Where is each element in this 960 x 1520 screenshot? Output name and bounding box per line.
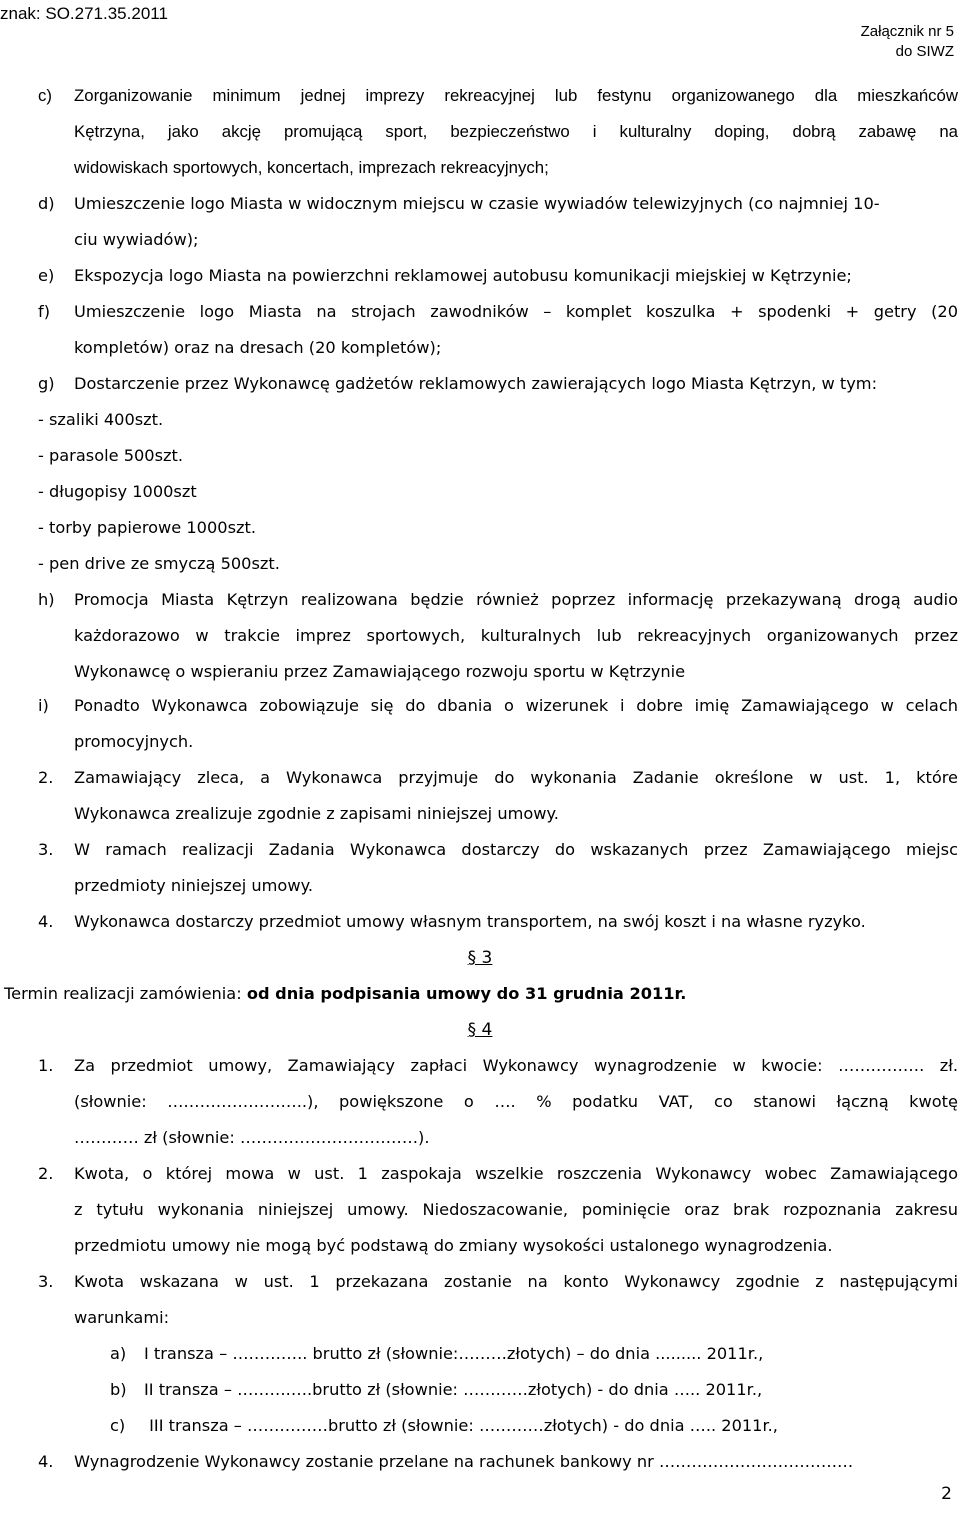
item-marker: e): [38, 266, 55, 285]
text-line: Umieszczenie logo Miasta w widocznym miejscu w czasie wywiadów telewizyjnych (co najmniej 10-: [74, 194, 880, 213]
text-line: Wykonawca zrealizuje zgodnie z zapisami niniejszej umowy.: [74, 804, 559, 823]
attachment-label: [861, 22, 954, 62]
text-line: Kwota, o której mowa w ust. 1 zaspokaja wszelkie roszczenia Wykonawcy wobec Zamawiającego: [74, 1164, 958, 1183]
item-marker: 2.: [38, 768, 54, 787]
text-line: każdorazowo w trakcie imprez sportowych, kulturalnych lub rekreacyjnych organizowanych przez: [74, 626, 958, 645]
section-heading-3: § 3: [467, 948, 493, 968]
text-line: Wykonawca dostarczy przedmiot umowy własnym transportem, na swój koszt i na własne ryzyko.: [74, 912, 866, 931]
text-line: ciu wywiadów);: [74, 230, 199, 249]
text-line: W ramach realizacji Zadania Wykonawca dostarczy do wskazanych przez Zamawiającego miejsc: [74, 840, 958, 859]
text-line: warunkami:: [74, 1308, 170, 1327]
text-line: Wykonawcę o wspieraniu przez Zamawiającego rozwoju sportu w Kętrzynie: [74, 662, 686, 681]
section-heading-4: § 4: [467, 1020, 493, 1040]
text-line: Ekspozycja logo Miasta na powierzchni reklamowej autobusu komunikacji miejskiej w Kętrzynie;: [74, 266, 852, 285]
gadget-item: - pen drive ze smyczą 500szt.: [38, 554, 280, 573]
tranche-text: I transza – ………….. brutto zł (słownie:………złotych) – do dnia ......... 2011r.,: [144, 1344, 764, 1363]
item-marker: 3.: [38, 840, 54, 859]
item-marker: i): [38, 696, 49, 715]
gadget-item: - parasole 500szt.: [38, 446, 184, 465]
text-line: Zorganizowanie minimum jednej imprezy rekreacyjnej lub festynu organizowanego dla mieszkańców: [74, 86, 958, 105]
tranche-c: [110, 1408, 778, 1444]
text-line: z tytułu wykonania niniejszej umowy. Niedoszacowanie, pominięcie oraz brak rozpoznania zakresu: [74, 1200, 958, 1219]
tranche-text: II transza – ……….….brutto zł (słownie: …………złotych) - do dnia ….. 2011r.,: [144, 1380, 763, 1399]
item-marker: 2.: [38, 1164, 54, 1183]
text-line: kompletów) oraz na dresach (20 kompletów);: [74, 338, 442, 357]
tranche-marker: c): [110, 1416, 126, 1435]
gadget-item: - szaliki 400szt.: [38, 410, 164, 429]
item-marker: 4.: [38, 1452, 54, 1471]
text-line: ………… zł (słownie: ……………………………).: [74, 1128, 430, 1147]
completion-term: [4, 976, 686, 1012]
item-marker: h): [38, 590, 55, 609]
completion-term-value: od dnia podpisania umowy do 31 grudnia 2011r.: [246, 984, 687, 1003]
tranche-a: [110, 1336, 763, 1372]
item-marker: 3.: [38, 1272, 54, 1291]
tranche-marker: a): [110, 1344, 127, 1363]
attachment-label-line2: do SIWZ: [895, 43, 954, 60]
tranche-b: [110, 1372, 762, 1408]
page-number: 2: [941, 1484, 952, 1504]
text-line: Kwota wskazana w ust. 1 przekazana zostanie na konto Wykonawcy zgodnie z następującymi: [74, 1272, 958, 1291]
completion-term-label: Termin realizacji zamówienia:: [4, 984, 247, 1003]
gadget-item: - długopisy 1000szt: [38, 482, 197, 501]
text-line: Wynagrodzenie Wykonawcy zostanie przelane na rachunek bankowy nr ………………………………: [74, 1452, 854, 1471]
text-line: przedmioty niniejszej umowy.: [74, 876, 313, 895]
text-line: Za przedmiot umowy, Zamawiający zapłaci Wykonawcy wynagrodzenie w kwocie: ……………. zł.: [74, 1056, 958, 1075]
text-line: Promocja Miasta Kętrzyn realizowana będzie również poprzez informację przekazywaną drogą audio: [74, 590, 958, 609]
text-line: (słownie: ……………………..), powiększone o …. % podatku VAT, co stanowi łączną kwotę: [74, 1092, 958, 1111]
attachment-label-line1: Załącznik nr 5: [860, 23, 954, 40]
text-line: Dostarczenie przez Wykonawcę gadżetów reklamowych zawierających logo Miasta Kętrzyn, w tym:: [74, 374, 878, 393]
item-marker: c): [38, 86, 52, 105]
text-line: widowiskach sportowych, koncertach, imprezach rekreacyjnych;: [74, 158, 549, 177]
text-line: przedmiotu umowy nie mogą być podstawą do zmiany wysokości ustalonego wynagrodzenia.: [74, 1236, 833, 1255]
text-line: Ponadto Wykonawca zobowiązuje się do dbania o wizerunek i dobre imię Zamawiającego w celach: [74, 696, 958, 715]
text-line: promocyjnych.: [74, 732, 194, 751]
tranche-marker: b): [110, 1380, 127, 1399]
text-line: Zamawiający zleca, a Wykonawca przyjmuje do wykonania Zadanie określone w ust. 1, które: [74, 768, 958, 787]
item-marker: g): [38, 374, 55, 393]
text-line: Kętrzyna, jako akcję promującą sport, bezpieczeństwo i kulturalny doping, dobrą zabawę na: [74, 122, 958, 141]
item-marker: 1.: [38, 1056, 54, 1075]
gadget-item: - torby papierowe 1000szt.: [38, 518, 256, 537]
item-marker: d): [38, 194, 55, 213]
text-line: Umieszczenie logo Miasta na strojach zawodników – komplet koszulka + spodenki + getry (20: [74, 302, 958, 321]
document-reference: znak: SO.271.35.2011: [0, 4, 168, 23]
tranche-text: III transza – ……………brutto zł (słownie: …………złotych) - do dnia ….. 2011r.,: [144, 1416, 778, 1435]
item-marker: f): [38, 302, 51, 321]
item-marker: 4.: [38, 912, 54, 931]
